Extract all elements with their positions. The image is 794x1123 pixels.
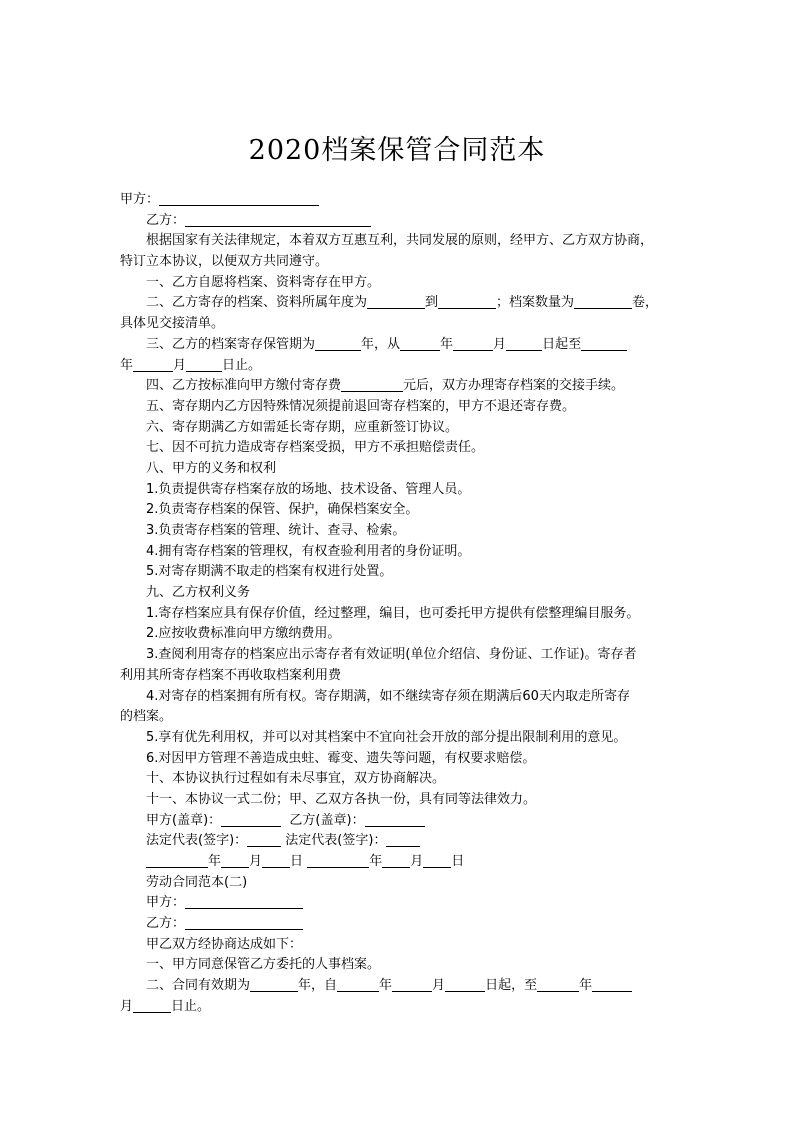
blank-field[interactable] [382, 853, 410, 868]
blank-field[interactable] [337, 977, 379, 992]
list-item-cont: 利用其所寄存档案不再收取档案利用费 [120, 667, 342, 683]
party-a-line [120, 190, 685, 211]
list-item: 2.负责寄存档案的保管、保护，确保档案安全。 [146, 502, 419, 518]
blank-field[interactable] [423, 853, 451, 868]
party-a-line-2: 甲方： [120, 893, 685, 914]
clause-10: 十、本协议执行过程如有未尽事宜，双方协商解决。 [146, 771, 446, 787]
blank-field[interactable] [146, 853, 208, 868]
paragraph-line: 甲乙双方经协商达成如下： [146, 936, 303, 952]
blank-field[interactable] [262, 853, 290, 868]
clause-7: 七、因不可抗力造成寄存档案受损，甲方不承担赔偿责任。 [146, 440, 485, 456]
clause-3-cont: 年 月 日止。 [120, 357, 262, 373]
blank-field[interactable] [315, 336, 361, 351]
blank-field[interactable] [438, 294, 496, 309]
party-a-blank-2[interactable] [185, 894, 303, 909]
clause-6: 六、寄存期满乙方如需延长寄存期，应重新签订协议。 [146, 419, 459, 435]
list-item: 2.应按收费标准向甲方缴纳费用。 [146, 626, 341, 642]
list-item: 1.寄存档案应具有保存价值，经过整理，编目，也可委托甲方提供有偿整理编目服务。 [146, 605, 640, 621]
list-item-cont: 的档案。 [120, 709, 173, 725]
list-item: 6.对因甲方管理不善造成虫蛀、霉变、遗失等问题，有权要求赔偿。 [146, 750, 536, 766]
party-a-blank[interactable] [159, 191, 319, 206]
signature-blank[interactable] [386, 832, 420, 847]
blank-field[interactable] [400, 336, 440, 351]
blank-field[interactable] [574, 294, 632, 309]
clause-2b-cont: 月 日止。 [120, 998, 211, 1014]
blank-field[interactable] [392, 977, 432, 992]
party-b-seal-blank[interactable] [365, 812, 425, 827]
blank-field[interactable] [186, 357, 222, 372]
list-item: 3.负责寄存档案的管理、统计、查寻、检索。 [146, 523, 406, 538]
list-item: 4.对寄存的档案拥有所有权。寄存期满，如不继续寄存须在期满后60天内取走所寄存 [146, 688, 630, 704]
blank-field[interactable] [367, 294, 425, 309]
blank-field[interactable] [445, 977, 485, 992]
clause-2: 二、乙方寄存的档案、资料所属年度为 到 ；档案数量为 卷， [146, 295, 659, 311]
blank-field[interactable] [250, 977, 298, 992]
section-heading: 劳动合同范本(二) [146, 874, 248, 890]
list-item: 5.对寄存期满不取走的档案有权进行处置。 [146, 564, 393, 580]
party-a-seal-blank[interactable] [221, 812, 281, 827]
party-b-line-2: 乙方： [120, 914, 685, 935]
blank-field[interactable] [341, 377, 403, 392]
list-item: 5.享有优先利用权，并可以对其档案中不宜向社会开放的部分提出限制利用的意见。 [146, 729, 627, 745]
blank-field[interactable] [133, 357, 173, 372]
list-item: 3.查阅利用寄存的档案应出示寄存者有效证明(单位介绍信、身份证、工作证)。寄存者 [146, 647, 637, 663]
blank-field[interactable] [592, 977, 632, 992]
clause-11: 十一、本协议一式二份；甲、乙双方各执一份，具有同等法律效力。 [146, 791, 537, 807]
signature-blank[interactable] [247, 832, 281, 847]
document-title: 2020档案保管合同范本 [248, 135, 546, 166]
blank-field[interactable] [506, 336, 542, 351]
document-body [120, 190, 685, 1018]
clause-1b: 一、甲方同意保管乙方委托的人事档案。 [146, 957, 381, 973]
clause-9-heading: 九、乙方权利义务 [146, 585, 251, 601]
blank-field[interactable] [581, 336, 627, 351]
clause-5: 五、寄存期内乙方因特殊情况须提前退回寄存档案的，甲方不退还寄存费。 [146, 398, 576, 414]
party-b-label: 乙方： [146, 212, 186, 228]
paragraph-line: 具体见交接清单。 [120, 316, 225, 332]
blank-field[interactable] [221, 853, 249, 868]
date-line: 年 月 日 年 月 日 [120, 852, 685, 873]
clause-3: 三、乙方的档案寄存保管期为 年，从 年 月 日起至 [120, 335, 685, 356]
paragraph-line: 根据国家有关法律规定，本着双方互惠互利，共同发展的原则，经甲方、乙方双方协商， [146, 233, 654, 249]
paragraph-line: 特订立本协议，以便双方共同遵守。 [120, 254, 329, 270]
list-item: 4.拥有寄存档案的管理权，有权查验利用者的身份证明。 [146, 543, 471, 559]
blank-field[interactable] [453, 336, 493, 351]
clause-1: 一、乙方自愿将档案、资料寄存在甲方。 [146, 274, 381, 290]
clause-2b: 二、合同有效期为 年，自 年 月 日起，至 年 [120, 976, 685, 997]
list-item: 1.负责提供寄存档案存放的场地、技术设备、管理人员。 [146, 481, 471, 497]
seal-line: 甲方(盖章)： 乙方(盖章)： [120, 811, 685, 832]
blank-field[interactable] [537, 977, 579, 992]
party-b-line [120, 211, 685, 232]
party-b-blank[interactable] [185, 212, 371, 227]
blank-field[interactable] [307, 853, 369, 868]
clause-8-heading: 八、甲方的义务和权利 [146, 460, 277, 476]
clause-4: 四、乙方按标准向甲方缴付寄存费 元后，双方办理寄存档案的交接手续。 [146, 378, 625, 394]
blank-field[interactable] [133, 998, 171, 1013]
party-b-blank-2[interactable] [185, 915, 303, 930]
party-a-label: 甲方： [120, 192, 160, 207]
signature-line: 法定代表(签字)： 法定代表(签字)： [120, 831, 685, 852]
